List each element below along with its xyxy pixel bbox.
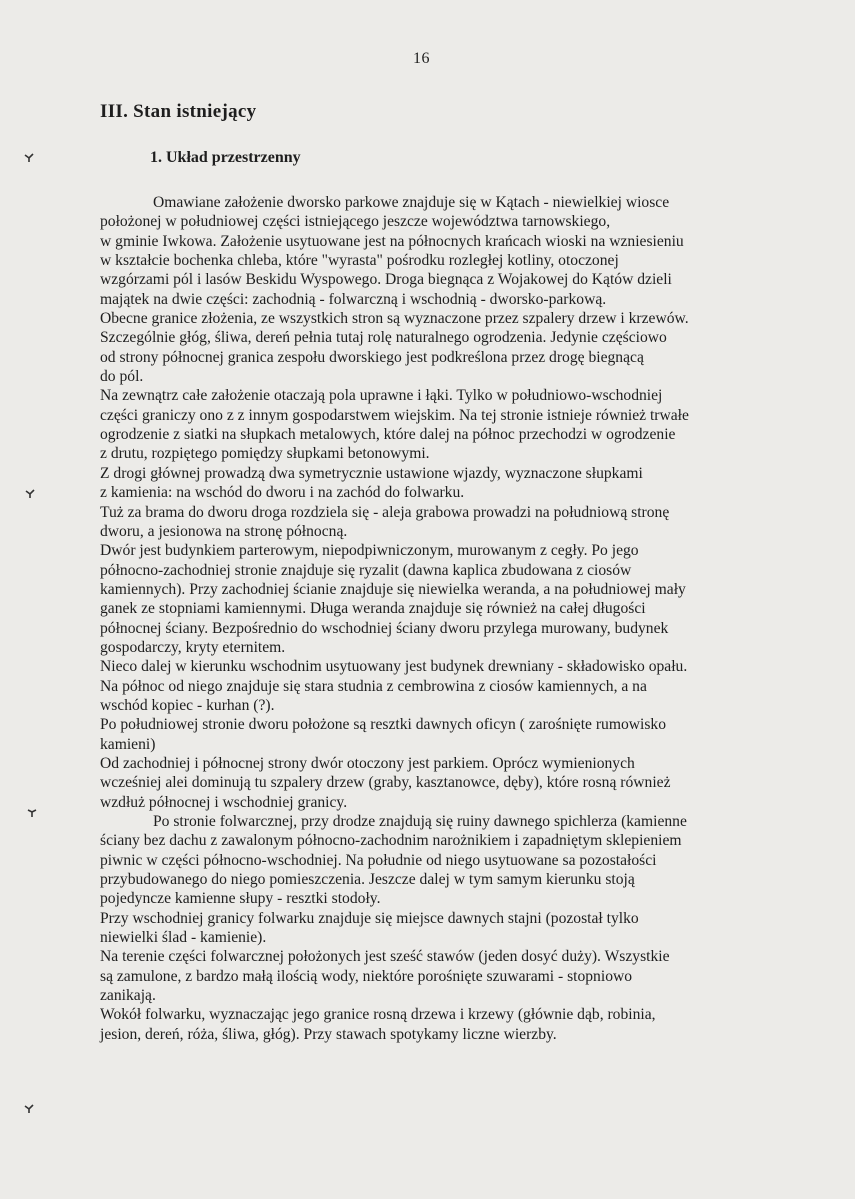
text-line: części graniczy ono z z innym gospodarstwem wiejskim. Na tej stronie istnieje również trwałe [100,406,689,424]
text-line: są zamulone, z bardzo małą ilością wody, niektóre porośnięte szuwarami - stopniowo [100,967,633,985]
text-line: Przy wschodniej granicy folwarku znajduje się miejsce dawnych stajni (pozostał tylko [100,909,639,927]
text-line: Nieco dalej w kierunku wschodnim usytuowany jest budynek drewniany - składowisko opału. [100,658,688,676]
text-line: dworu, a jesionowa na stronę północną. [100,522,348,540]
text-line: Z drogi głównej prowadzą dwa symetrycznie ustawione wjazdy, wyznaczone słupkami [100,464,643,482]
text-line: Po stronie folwarcznej, przy drodze znajdują się ruiny dawnego spichlerza (kamienne [153,813,687,830]
text-line: północno-zachodniej stronie znajduje się ryzalit (dawna kaplica zbudowana z ciosów [100,561,632,579]
text-line: w kształcie bochenka chleba, które "wyrasta" pośrodku rozległej kotliny, otoczonej [100,252,619,270]
text-line: Obecne granice złożenia, ze wszystkich stron są wyznaczone przez szpalery drzew i krzewów. [100,310,689,328]
text-line: do pól. [100,368,144,386]
text-line: Na północ od niego znajduje się stara studnia z cembrowina z ciosów kamiennych, a na [100,677,647,695]
page-number: 16 [413,50,430,67]
text-line: pojedyncze kamienne słupy - resztki stodoły. [100,890,381,908]
punch-hole-mark-icon [27,808,37,818]
text-line: położonej w południowej części istniejącego jeszcze województwa tarnowskiego, [100,213,611,231]
text-line: gospodarczy, kryty eternitem. [100,638,286,656]
text-line: kamiennych). Przy zachodniej ścianie znajduje się niewielka weranda, a na południowej mały [100,580,686,598]
text-line: wcześniej alei dominują tu szpalery drzew (graby, kasztanowce, dęby), które rosną również [100,774,671,792]
text-line: kamieni) [100,735,156,753]
text-line: Szczególnie głóg, śliwa, dereń pełnia tutaj rolę naturalnego ogrodzenia. Jedynie częściowo [100,329,667,347]
text-line: Omawiane założenie dworsko parkowe znajduje się w Kątach - niewielkiej wiosce [153,194,670,211]
text-line: niewielki ślad - kamienie). [100,929,267,947]
text-line: od strony północnej granica zespołu dworskiego jest podkreślona przez drogę biegnącą [100,348,644,366]
text-line: jesion, dereń, róża, śliwa, głóg). Przy stawach spotykamy liczne wierzby. [100,1025,557,1043]
text-line: ogrodzenie z siatki na słupkach metalowych, które dalej na północ przechodzi w ogrodzenie [100,426,676,444]
text-line: zanikają. [100,987,156,1005]
text-line: wschód kopiec - kurhan (?). [100,696,275,714]
punch-hole-mark-icon [25,489,35,499]
text-line: Tuż za brama do dworu droga rozdziela się - aleja grabowa prowadzi na południową stronę [100,503,670,521]
punch-hole-mark-icon [24,1104,34,1114]
text-line: Od zachodniej i północnej strony dwór otoczony jest parkiem. Oprócz wymienionych [100,754,635,772]
text-line: Na zewnątrz całe założenie otaczają pola uprawne i łąki. Tylko w południowo-wschodniej [100,387,663,405]
text-line: Wokół folwarku, wyznaczając jego granice rosną drzewa i krzewy (głównie dąb, robinia, [100,1006,656,1024]
text-line: północnej ściany. Bezpośrednio do wschodniej ściany dworu przylega murowany, budynek [100,619,669,637]
text-line: Na terenie części folwarcznej położonych jest sześć stawów (jeden dosyć duży). Wszystkie [100,948,670,966]
text-line: piwnic w części północno-wschodniej. Na południe od niego usytuowane sa pozostałości [100,851,657,869]
text-line: ganek ze stopniami kamiennymi. Długa weranda znajduje się również na całej długości [100,600,646,618]
text-line: wzdłuż północnej i wschodniej granicy. [100,793,348,811]
text-line: z drutu, rozpiętego pomiędzy słupkami betonowymi. [100,445,430,463]
text-line: z kamienia: na wschód do dworu i na zachód do folwarku. [100,484,465,502]
text-line: przybudowanego do niego pomieszczenia. Jeszcze dalej w tym samym kierunku stoją [100,871,635,889]
punch-hole-mark-icon [24,153,34,163]
text-line: ściany bez dachu z zawalonym północno-zachodnim narożnikiem i zapadniętym sklepieniem [100,832,682,850]
text-line: Dwór jest budynkiem parterowym, niepodpiwniczonym, murowanym z cegły. Po jego [100,542,639,560]
sub-heading: 1. Układ przestrzenny [150,149,301,166]
text-line: majątek na dwie części: zachodnią - folwarczną i wschodnią - dworsko-parkową. [100,290,607,308]
body-text [100,193,770,1044]
section-heading: III. Stan istniejący [100,101,257,122]
text-line: w gminie Iwkowa. Założenie usytuowane jest na północnych krańcach wioski na wzniesieniu [100,232,684,250]
text-line: wzgórzami pól i lasów Beskidu Wyspowego. Droga biegnąca z Wojakowej do Kątów dzieli [100,271,672,289]
text-line: Po południowej stronie dworu położone są resztki dawnych oficyn ( zarośnięte rumowisko [100,716,667,734]
